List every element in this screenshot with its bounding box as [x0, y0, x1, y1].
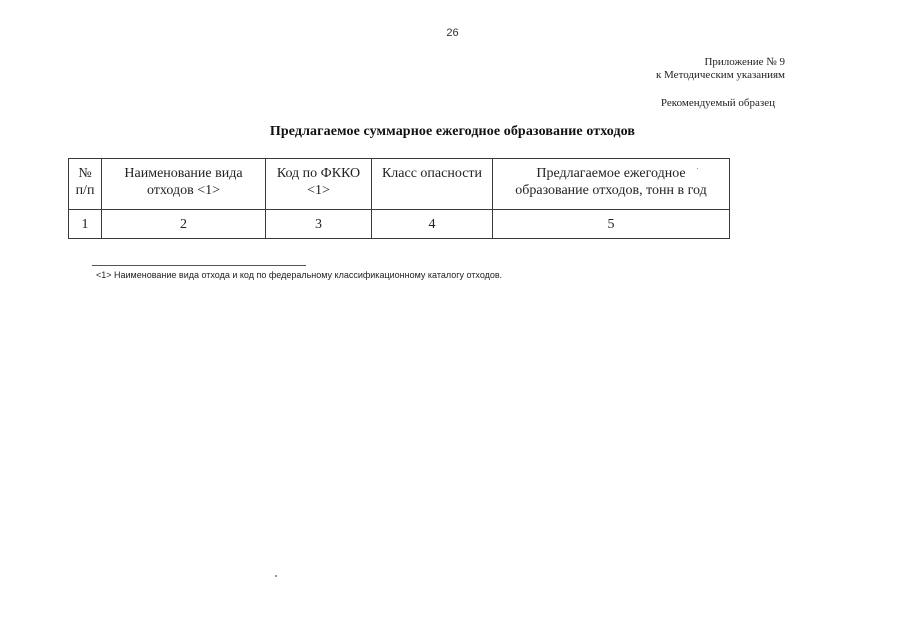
appendix-guidelines: к Методическим указаниям [655, 69, 785, 81]
waste-table [68, 158, 730, 239]
header-line: <1> [307, 183, 330, 198]
table-cell: 5 [493, 210, 730, 239]
table-row [69, 210, 730, 239]
sample-label: Рекомендуемый образец [660, 97, 775, 109]
scan-speck [275, 575, 277, 577]
header-line: п/п [75, 183, 95, 198]
header-hazard-class [372, 159, 493, 210]
table-cell: 3 [266, 210, 372, 239]
document-title: Предлагаемое суммарное ежегодное образование отходов [269, 124, 636, 139]
header-line: Предлагаемое ежегодное [536, 166, 686, 181]
appendix-number: Приложение № 9 [704, 56, 785, 68]
header-waste-name [102, 159, 266, 210]
footnote-divider [92, 265, 306, 266]
header-number [69, 159, 102, 210]
scan-speck [697, 168, 698, 169]
table-cell: 4 [372, 210, 493, 239]
table-header-row [69, 159, 730, 210]
header-line: образование отходов, тонн в год [515, 183, 707, 198]
header-annual-amount [493, 159, 730, 210]
table-cell: 2 [102, 210, 266, 239]
page-number: 26 [446, 27, 459, 39]
header-fkko-code [266, 159, 372, 210]
header-line: отходов <1> [146, 183, 221, 198]
appendix-reference [656, 56, 785, 82]
header-line: Класс опасности [381, 166, 483, 181]
header-line: Код по ФККО [276, 166, 361, 181]
table-cell: 1 [69, 210, 102, 239]
header-line: Наименование вида [124, 166, 243, 181]
footnote: <1> Наименование вида отхода и код по федеральному классификационному каталогу отходов. [96, 270, 503, 280]
header-line: № [78, 166, 92, 181]
